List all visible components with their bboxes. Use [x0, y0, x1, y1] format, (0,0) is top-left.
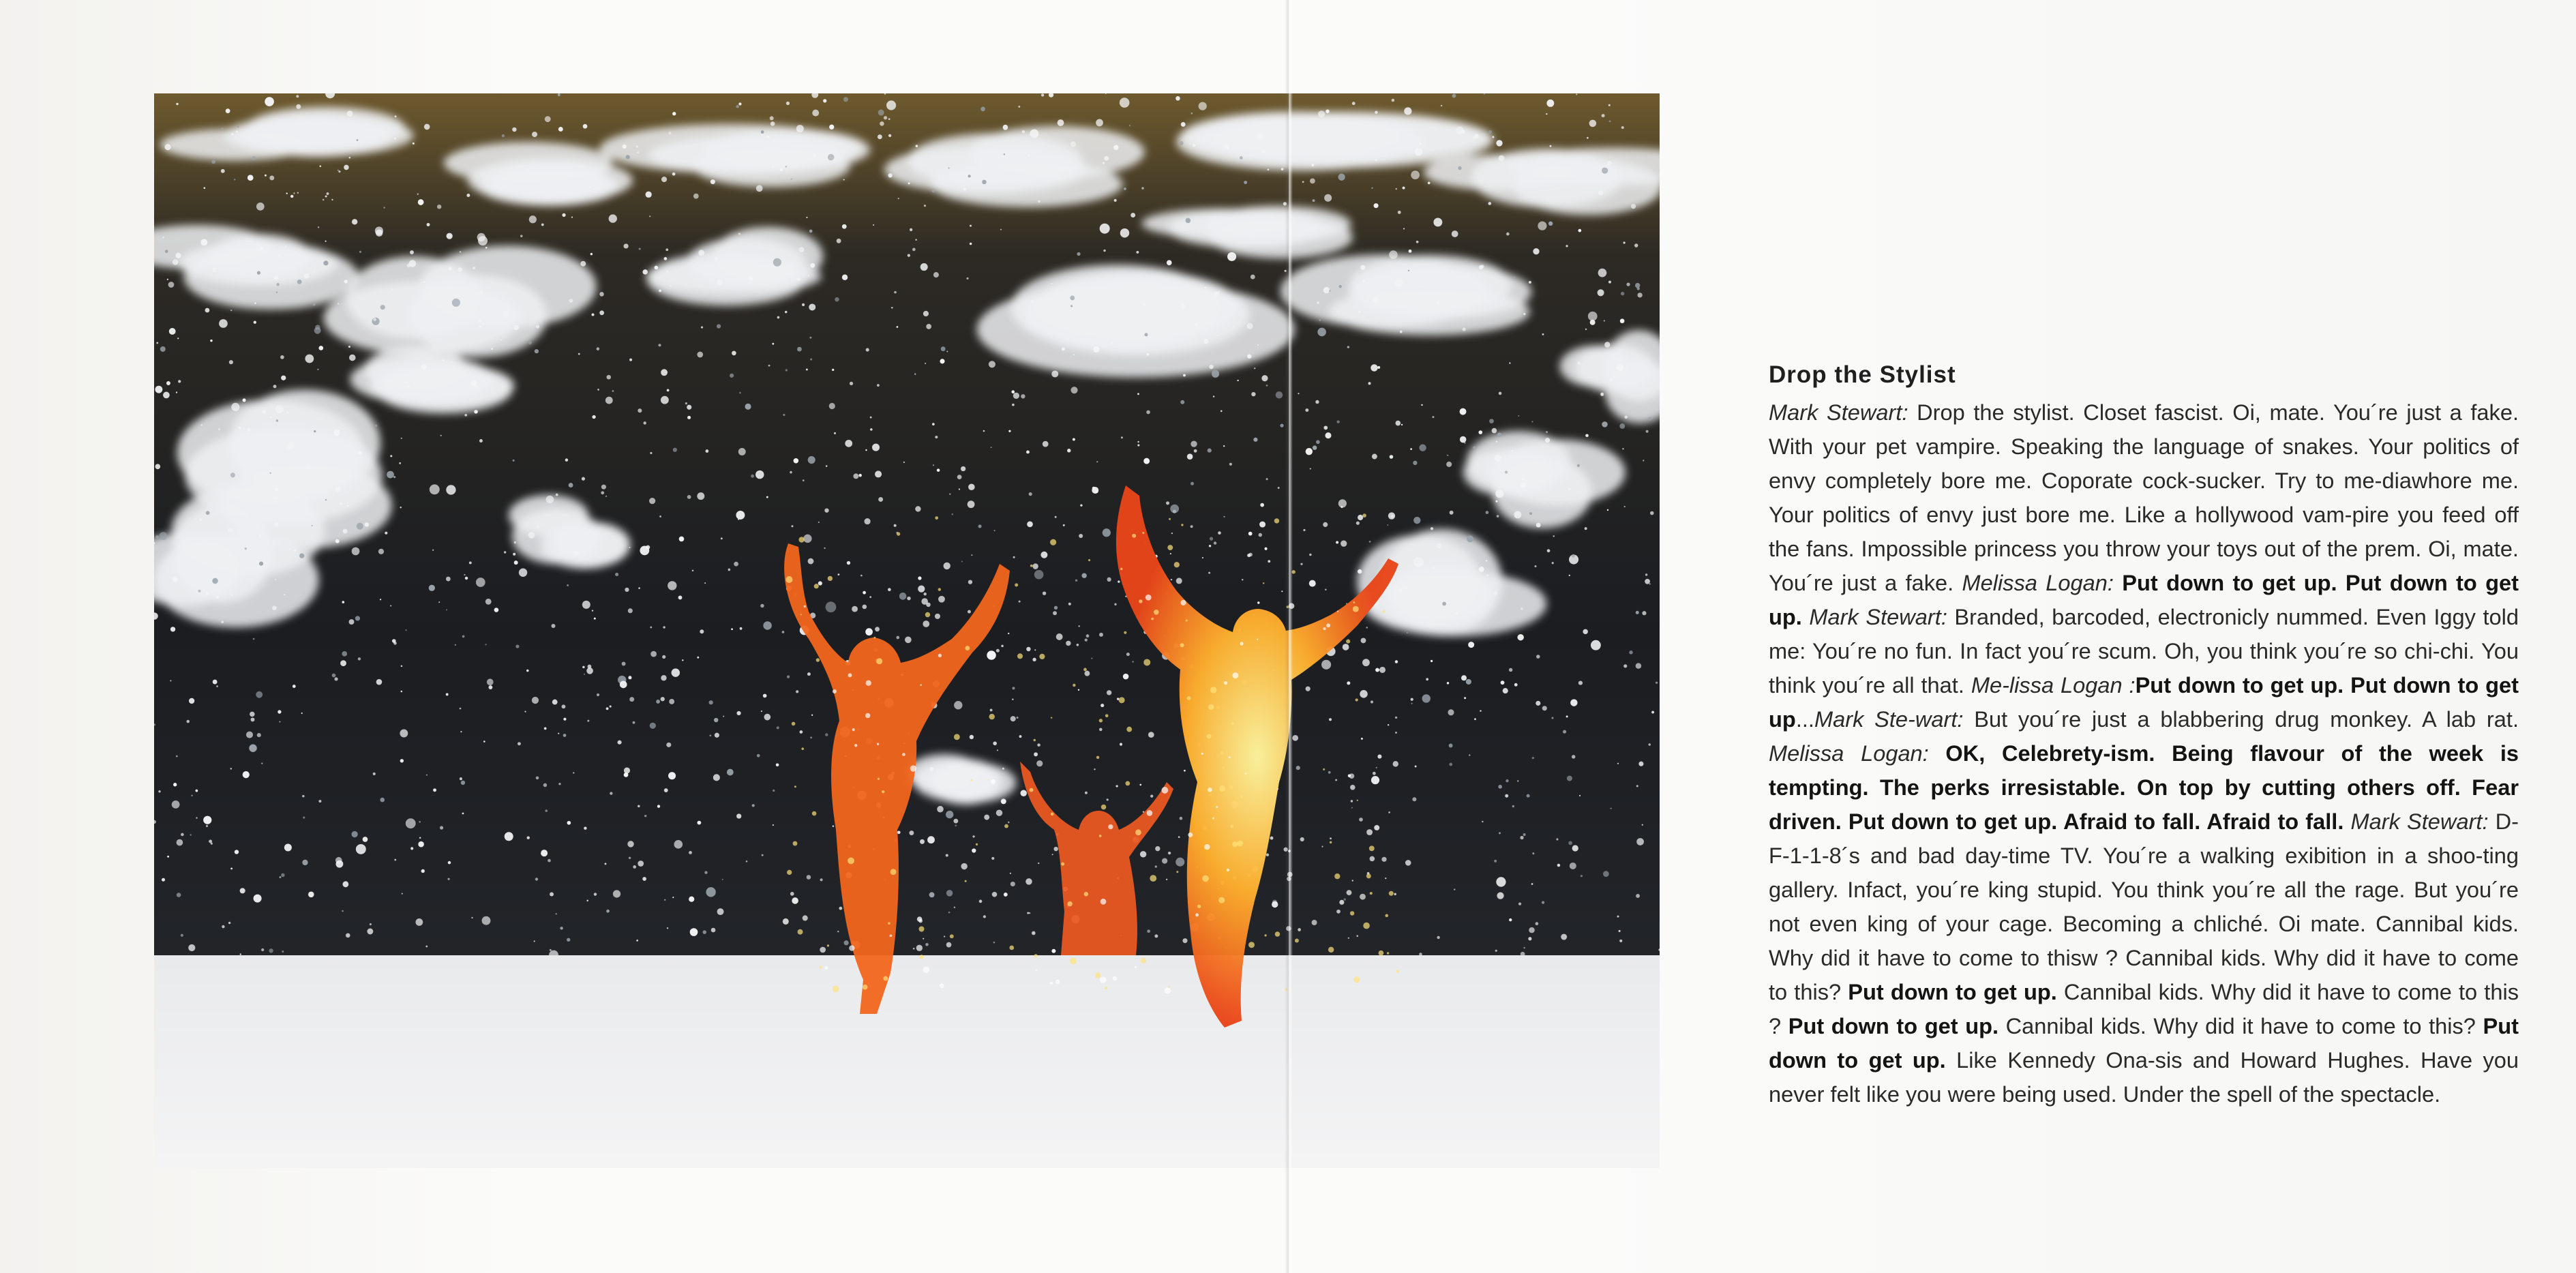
lyric-run: [1802, 604, 1810, 629]
bold-refrain: Put down to get up. Put down to get up.: [1769, 570, 2519, 629]
speaker-name: Melissa Logan:: [1962, 570, 2114, 595]
lyric-run: Cannibal kids. Why did it have to come to this ?: [1769, 979, 2519, 1038]
snow-figures-illustration: [154, 93, 1660, 1168]
lyric-run: D-F-1-1-8´s and bad day-time TV. You´re a walking exibition in a shoo-ting gallery. Infact, you´re king stupid. You think you´re all the rage. But you´re not even king of your cage. Becoming a chliché. Oi mate. Cannibal kids. Why did it have to come to thisw ? Cannibal kids. Why did it have to come to this?: [1769, 809, 2519, 1004]
lyric-run: ...: [1795, 706, 1814, 732]
speaker-name: Me-lissa Logan :: [1971, 672, 2136, 698]
bold-refrain: Put down to get up.: [1769, 1013, 2519, 1073]
speaker-name: Melissa Logan:: [1769, 740, 1929, 766]
speaker-name: Mark Stewart:: [1809, 604, 1947, 629]
bold-refrain: Put down to get up.: [1788, 1013, 1999, 1038]
bold-refrain: Put down to get up.: [1848, 979, 2057, 1004]
booklet-fold: [1285, 0, 1293, 1273]
speaker-name: Mark Ste-wart:: [1814, 706, 1964, 732]
song-title: Drop the Stylist: [1769, 361, 1956, 388]
lyric-run: Cannibal kids. Why did it have to come to this?: [1998, 1013, 2483, 1038]
bold-refrain: Put down to get up. Put down to get up: [1769, 672, 2519, 732]
speaker-name: Mark Stewart:: [1769, 400, 1908, 425]
album-artwork: [154, 93, 1660, 1168]
lyrics-text: [1769, 395, 2519, 1111]
lyric-run: Drop the stylist. Closet fascist. Oi, mate. You´re just a fake. With your pet vampire. Speaking the language of snakes. Your politics of envy completely bore me. Coporate cock-sucker. Try to me-diawhore me. Your politics of envy just bore me. Like a hollywood vam-pire you feed off the fans. Impossible princess you throw your toys out of the prem. Oi, mate. You´re just a fake.: [1769, 400, 2519, 595]
speaker-name: Mark Stewart:: [2350, 809, 2489, 834]
lyrics-column: [1769, 361, 2519, 1111]
lyric-run: Branded, barcoded, electronicly nummed. Even Iggy told me: You´re no fun. In fact you´re scum. Oh, you think you´re so chi-chi. You think you´re all that.: [1769, 604, 2519, 698]
lyric-run: Like Kennedy Ona-sis and Howard Hughes. Have you never felt like you were being used. Under the spell of the spectacle.: [1769, 1047, 2519, 1107]
snow-ground: [154, 955, 1660, 1168]
lyric-run: [2343, 809, 2350, 834]
lyric-run: But you´re just a blabbering drug monkey. A lab rat.: [1963, 706, 2519, 732]
bold-refrain: OK, Celebrety-ism. Being flavour of the week is tempting. The perks irresistable. On top by cutting others off. Fear driven. Put down to get up. Afraid to fall. Afraid to fall.: [1769, 740, 2519, 834]
